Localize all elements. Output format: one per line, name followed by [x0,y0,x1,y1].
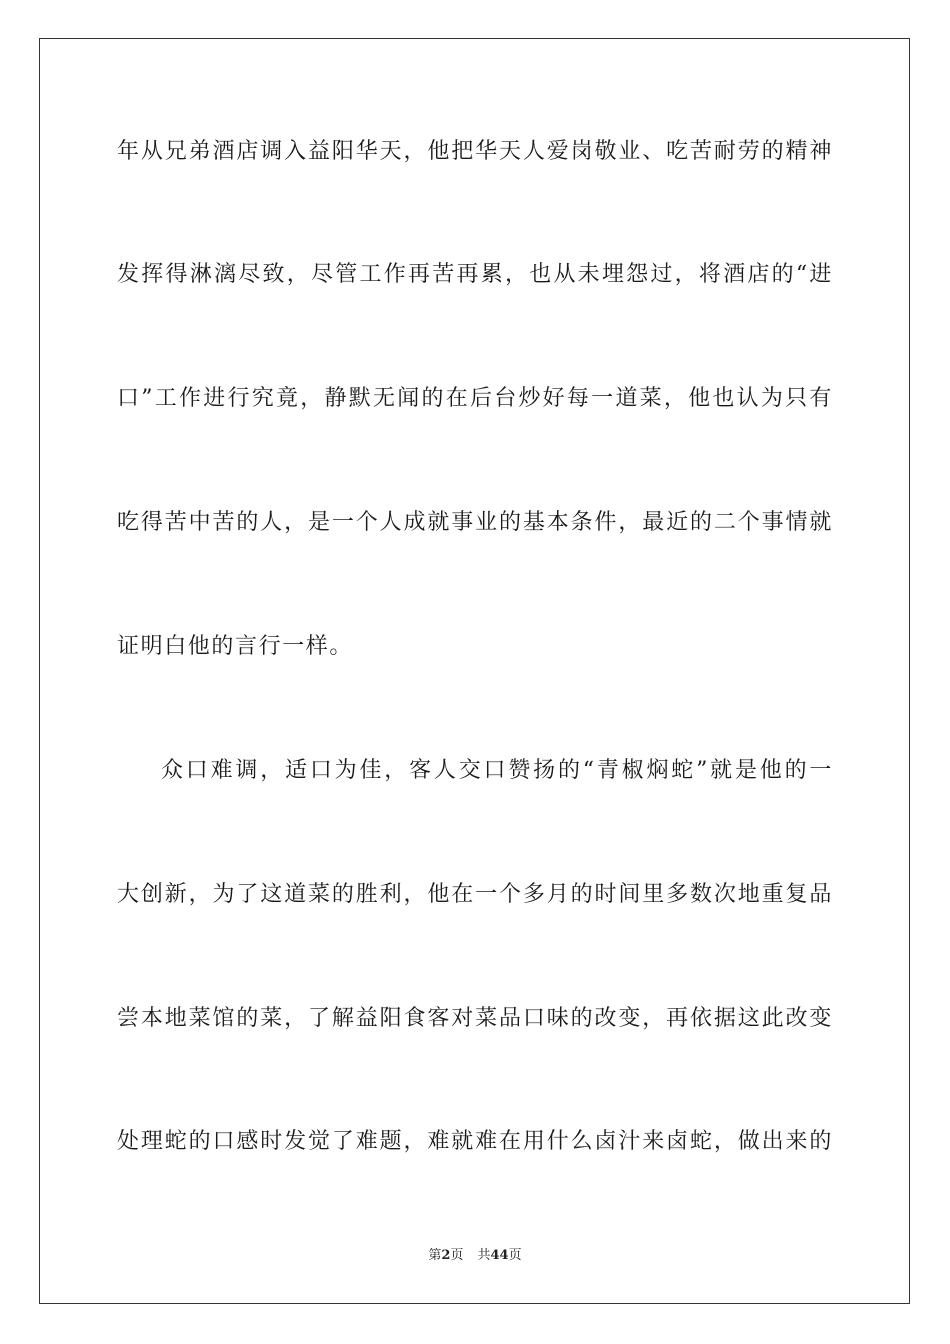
total-pages: 44 [490,1248,509,1263]
total-suffix: 页 [508,1248,522,1263]
total-prefix: 共 [477,1248,491,1263]
text-line-4: 吃得苦中苦的人，是一个人成就事业的基本条件，最近的二个事情就 [117,510,833,535]
page-suffix: 页 [450,1248,464,1263]
text-line-6: 众口难调，适口为佳，客人交口赞扬的“青椒焖蛇”就是他的一 [161,758,833,783]
text-line-3: 口”工作进行究竟，静默无闻的在后台炒好每一道菜，他也认为只有 [117,386,833,411]
page-prefix: 第 [428,1248,442,1263]
text-line-8: 尝本地菜馆的菜，了解益阳食客对菜品口味的改变，再依据这此改变 [117,1006,833,1031]
text-line-5: 证明白他的言行一样。 [117,634,354,659]
text-line-7: 大创新，为了这道菜的胜利，他在一个多月的时间里多数次地重复品 [117,882,833,907]
text-line-1: 年从兄弟酒店调入益阳华天，他把华天人爱岗敬业、吃苦耐劳的精神 [117,139,833,164]
text-line-2: 发挥得淋漓尽致，尽管工作再苦再累，也从未埋怨过，将酒店的“进 [117,262,833,287]
text-line-9: 处理蛇的口感时发觉了难题，难就难在用什么卤汁来卤蛇，做出来的 [117,1129,833,1154]
page-border [39,38,910,1304]
page-footer [0,1247,950,1265]
page-number: 2 [441,1248,451,1263]
